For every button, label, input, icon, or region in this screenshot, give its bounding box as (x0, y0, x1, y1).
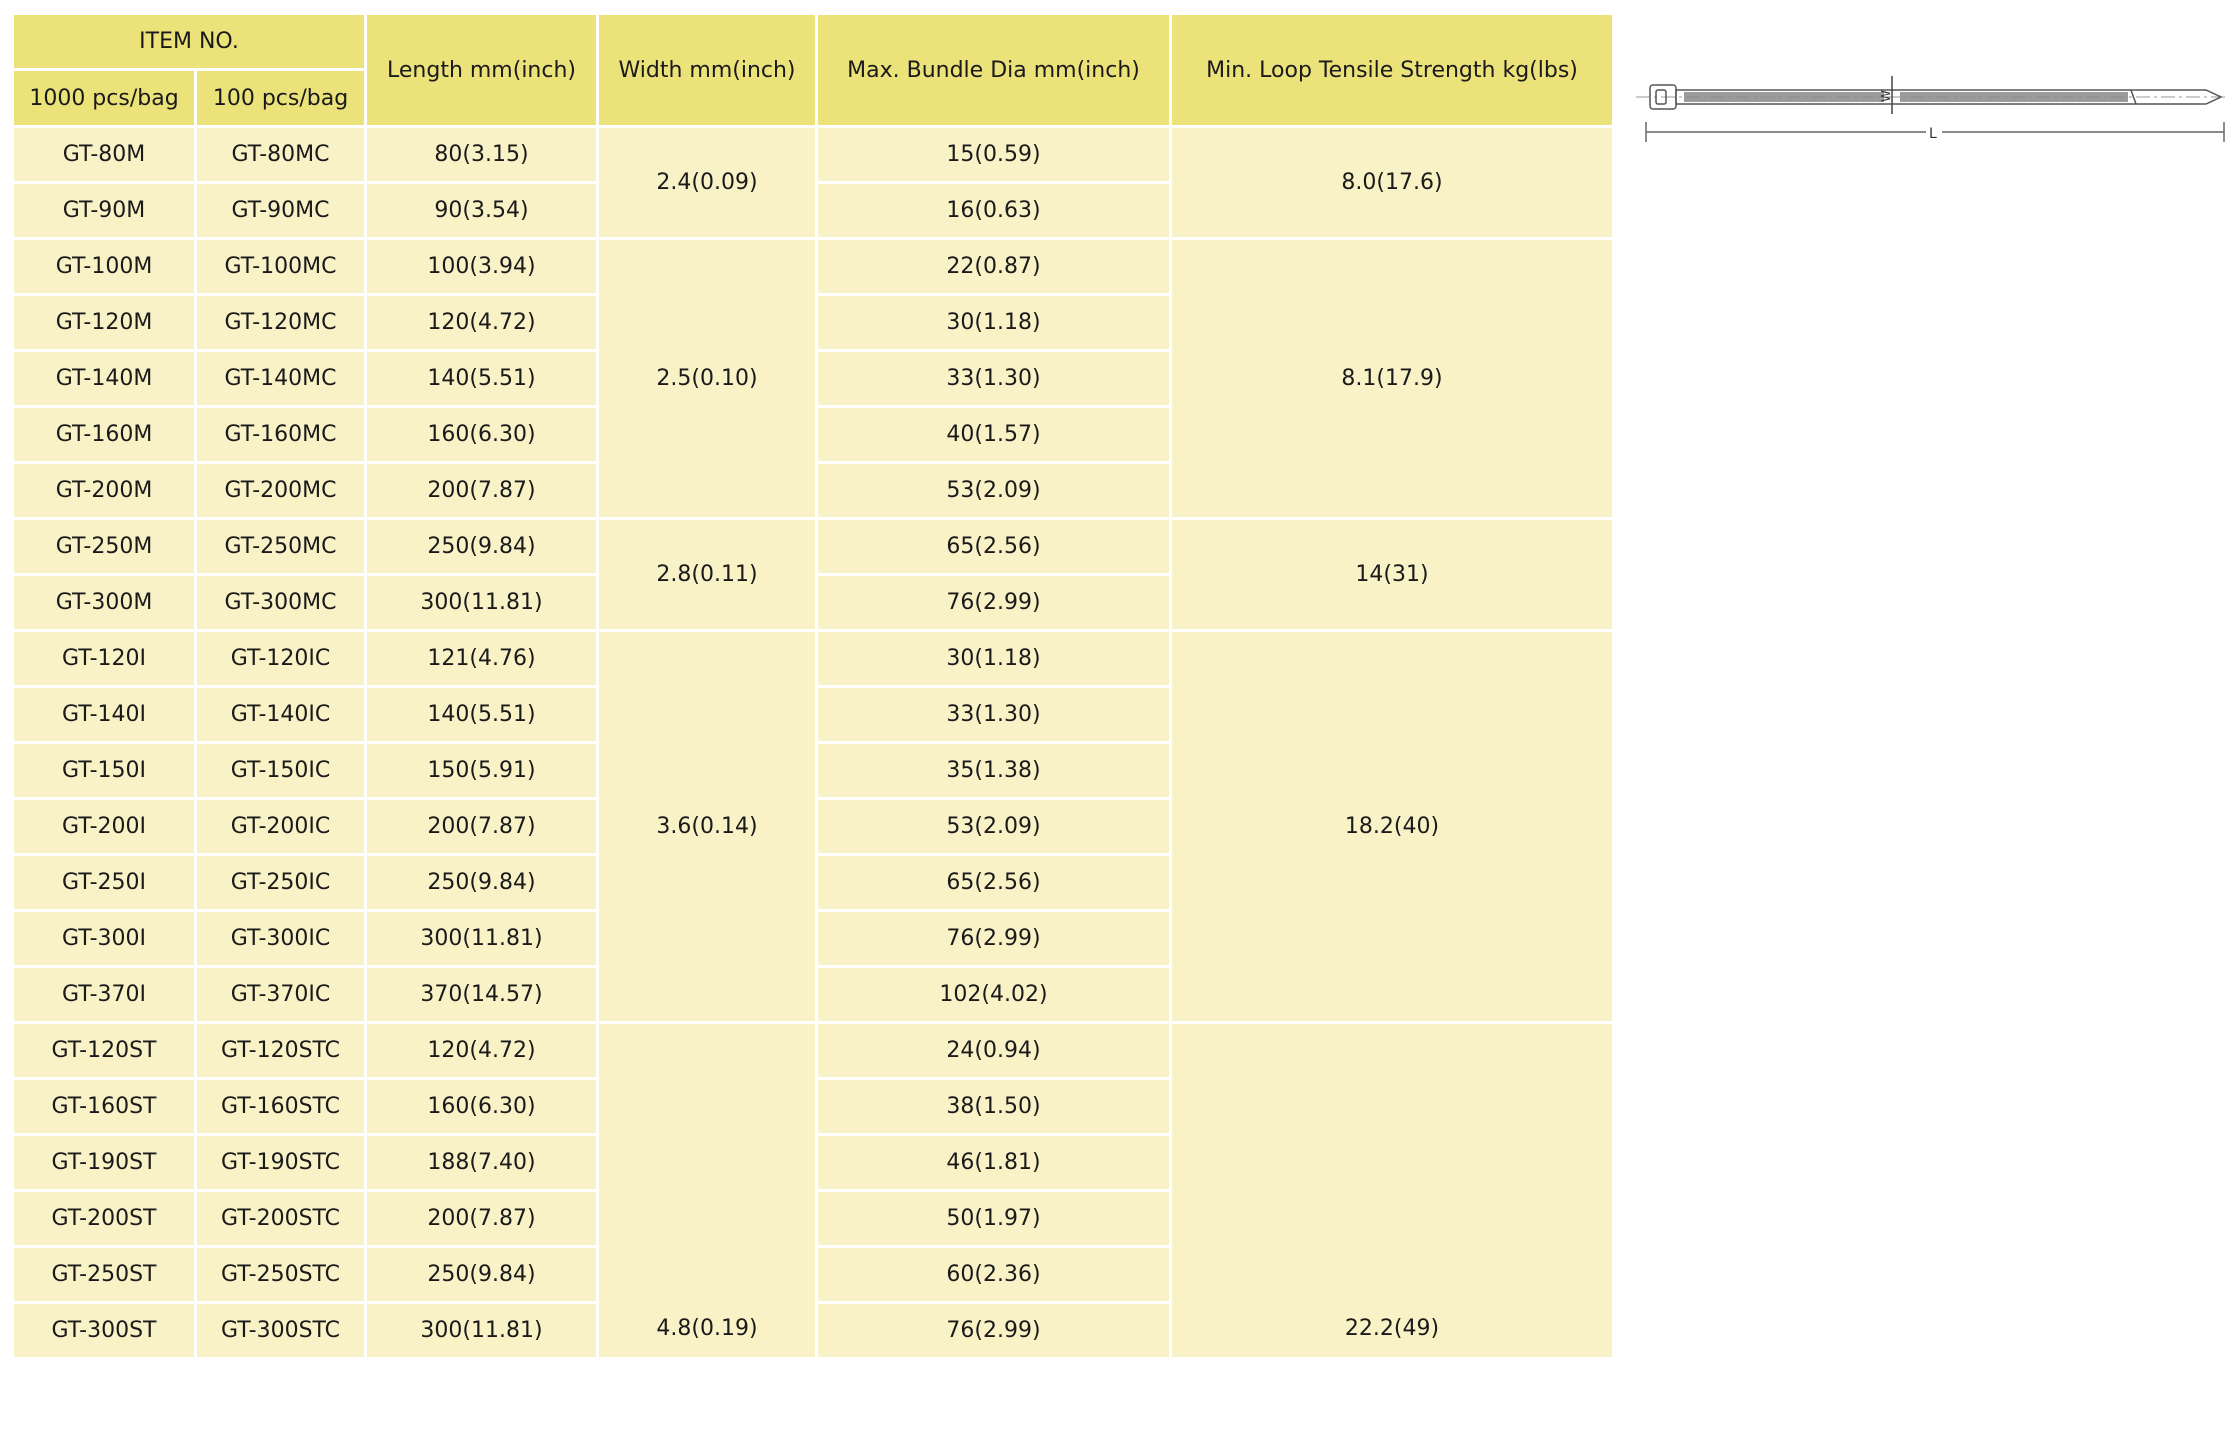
item-1000-cell: GT-300I (13, 911, 196, 967)
bundle-dia-cell: 30(1.18) (817, 631, 1171, 687)
bundle-dia-cell: 46(1.81) (817, 1135, 1171, 1191)
item-1000-cell: GT-150I (13, 743, 196, 799)
diagram-width-label: W (1879, 90, 1893, 102)
header-bundle-dia: Max. Bundle Dia mm(inch) (817, 14, 1171, 127)
bundle-dia-cell: 65(2.56) (817, 855, 1171, 911)
item-100-cell: GT-200IC (196, 799, 366, 855)
length-cell: 120(4.72) (366, 295, 598, 351)
item-100-cell: GT-160MC (196, 407, 366, 463)
item-100-cell: GT-150IC (196, 743, 366, 799)
header-length: Length mm(inch) (366, 14, 598, 127)
item-1000-cell: GT-140I (13, 687, 196, 743)
item-1000-cell: GT-250M (13, 519, 196, 575)
item-100-cell: GT-160STC (196, 1079, 366, 1135)
length-cell: 100(3.94) (366, 239, 598, 295)
item-1000-cell: GT-140M (13, 351, 196, 407)
header-tensile: Min. Loop Tensile Strength kg(lbs) (1171, 14, 1614, 127)
tensile-cell: 18.2(40) (1171, 631, 1614, 1023)
length-cell: 300(11.81) (366, 1303, 598, 1359)
item-100-cell: GT-140MC (196, 351, 366, 407)
length-cell: 80(3.15) (366, 127, 598, 183)
length-cell: 160(6.30) (366, 1079, 598, 1135)
bundle-dia-cell: 15(0.59) (817, 127, 1171, 183)
item-100-cell: GT-300IC (196, 911, 366, 967)
bundle-dia-cell: 60(2.36) (817, 1247, 1171, 1303)
item-100-cell: GT-250IC (196, 855, 366, 911)
item-1000-cell: GT-120I (13, 631, 196, 687)
item-100-cell: GT-200MC (196, 463, 366, 519)
bundle-dia-cell: 38(1.50) (817, 1079, 1171, 1135)
item-1000-cell: GT-200M (13, 463, 196, 519)
table-row (13, 1023, 1614, 1079)
bundle-dia-cell: 33(1.30) (817, 687, 1171, 743)
length-cell: 370(14.57) (366, 967, 598, 1023)
length-cell: 150(5.91) (366, 743, 598, 799)
bundle-dia-cell: 22(0.87) (817, 239, 1171, 295)
tensile-cell: 8.0(17.6) (1171, 127, 1614, 239)
width-cell: 2.5(0.10) (598, 239, 817, 519)
bundle-dia-cell: 53(2.09) (817, 799, 1171, 855)
length-cell: 200(7.87) (366, 463, 598, 519)
header-1000-pcs: 1000 pcs/bag (13, 70, 196, 127)
bundle-dia-cell: 53(2.09) (817, 463, 1171, 519)
header-item-no: ITEM NO. (13, 14, 366, 70)
table-row (13, 519, 1614, 575)
header-100-pcs: 100 pcs/bag (196, 70, 366, 127)
bundle-dia-cell: 24(0.94) (817, 1023, 1171, 1079)
item-1000-cell: GT-120ST (13, 1023, 196, 1079)
tensile-cell: 22.2(49) (1171, 1023, 1614, 1359)
item-1000-cell: GT-160ST (13, 1079, 196, 1135)
bundle-dia-cell: 35(1.38) (817, 743, 1171, 799)
length-cell: 300(11.81) (366, 911, 598, 967)
item-100-cell: GT-140IC (196, 687, 366, 743)
length-cell: 140(5.51) (366, 687, 598, 743)
tensile-cell: 14(31) (1171, 519, 1614, 631)
item-100-cell: GT-120MC (196, 295, 366, 351)
bundle-dia-cell: 76(2.99) (817, 1303, 1171, 1359)
length-cell: 200(7.87) (366, 799, 598, 855)
item-1000-cell: GT-100M (13, 239, 196, 295)
length-cell: 160(6.30) (366, 407, 598, 463)
tensile-cell: 8.1(17.9) (1171, 239, 1614, 519)
header-width: Width mm(inch) (598, 14, 817, 127)
item-1000-cell: GT-200I (13, 799, 196, 855)
bundle-dia-cell: 65(2.56) (817, 519, 1171, 575)
length-cell: 90(3.54) (366, 183, 598, 239)
item-100-cell: GT-190STC (196, 1135, 366, 1191)
item-100-cell: GT-120IC (196, 631, 366, 687)
item-1000-cell: GT-370I (13, 967, 196, 1023)
bundle-dia-cell: 76(2.99) (817, 911, 1171, 967)
item-1000-cell: GT-190ST (13, 1135, 196, 1191)
length-cell: 188(7.40) (366, 1135, 598, 1191)
bundle-dia-cell: 30(1.18) (817, 295, 1171, 351)
item-100-cell: GT-250MC (196, 519, 366, 575)
width-cell: 3.6(0.14) (598, 631, 817, 1023)
item-100-cell: GT-250STC (196, 1247, 366, 1303)
item-100-cell: GT-80MC (196, 127, 366, 183)
length-cell: 120(4.72) (366, 1023, 598, 1079)
item-1000-cell: GT-300M (13, 575, 196, 631)
length-cell: 250(9.84) (366, 855, 598, 911)
item-1000-cell: GT-250ST (13, 1247, 196, 1303)
item-100-cell: GT-90MC (196, 183, 366, 239)
item-100-cell: GT-370IC (196, 967, 366, 1023)
length-cell: 300(11.81) (366, 575, 598, 631)
item-1000-cell: GT-200ST (13, 1191, 196, 1247)
width-cell: 4.8(0.19) (598, 1023, 817, 1359)
spec-table (11, 12, 1615, 1360)
diagram-length-label: L (1929, 126, 1937, 142)
bundle-dia-cell: 50(1.97) (817, 1191, 1171, 1247)
table-row (13, 127, 1614, 183)
bundle-dia-cell: 102(4.02) (817, 967, 1171, 1023)
item-100-cell: GT-300STC (196, 1303, 366, 1359)
item-1000-cell: GT-160M (13, 407, 196, 463)
bundle-dia-cell: 76(2.99) (817, 575, 1171, 631)
item-1000-cell: GT-250I (13, 855, 196, 911)
header-row-top (13, 14, 1614, 70)
table-row (13, 239, 1614, 295)
length-cell: 200(7.87) (366, 1191, 598, 1247)
width-cell: 2.8(0.11) (598, 519, 817, 631)
item-100-cell: GT-300MC (196, 575, 366, 631)
cable-tie-diagram (1636, 70, 2226, 150)
item-100-cell: GT-200STC (196, 1191, 366, 1247)
item-1000-cell: GT-120M (13, 295, 196, 351)
item-100-cell: GT-120STC (196, 1023, 366, 1079)
length-cell: 121(4.76) (366, 631, 598, 687)
bundle-dia-cell: 16(0.63) (817, 183, 1171, 239)
item-1000-cell: GT-80M (13, 127, 196, 183)
bundle-dia-cell: 33(1.30) (817, 351, 1171, 407)
width-cell: 2.4(0.09) (598, 127, 817, 239)
item-100-cell: GT-100MC (196, 239, 366, 295)
item-1000-cell: GT-300ST (13, 1303, 196, 1359)
length-cell: 250(9.84) (366, 1247, 598, 1303)
length-cell: 250(9.84) (366, 519, 598, 575)
table-row (13, 631, 1614, 687)
bundle-dia-cell: 40(1.57) (817, 407, 1171, 463)
item-1000-cell: GT-90M (13, 183, 196, 239)
length-cell: 140(5.51) (366, 351, 598, 407)
